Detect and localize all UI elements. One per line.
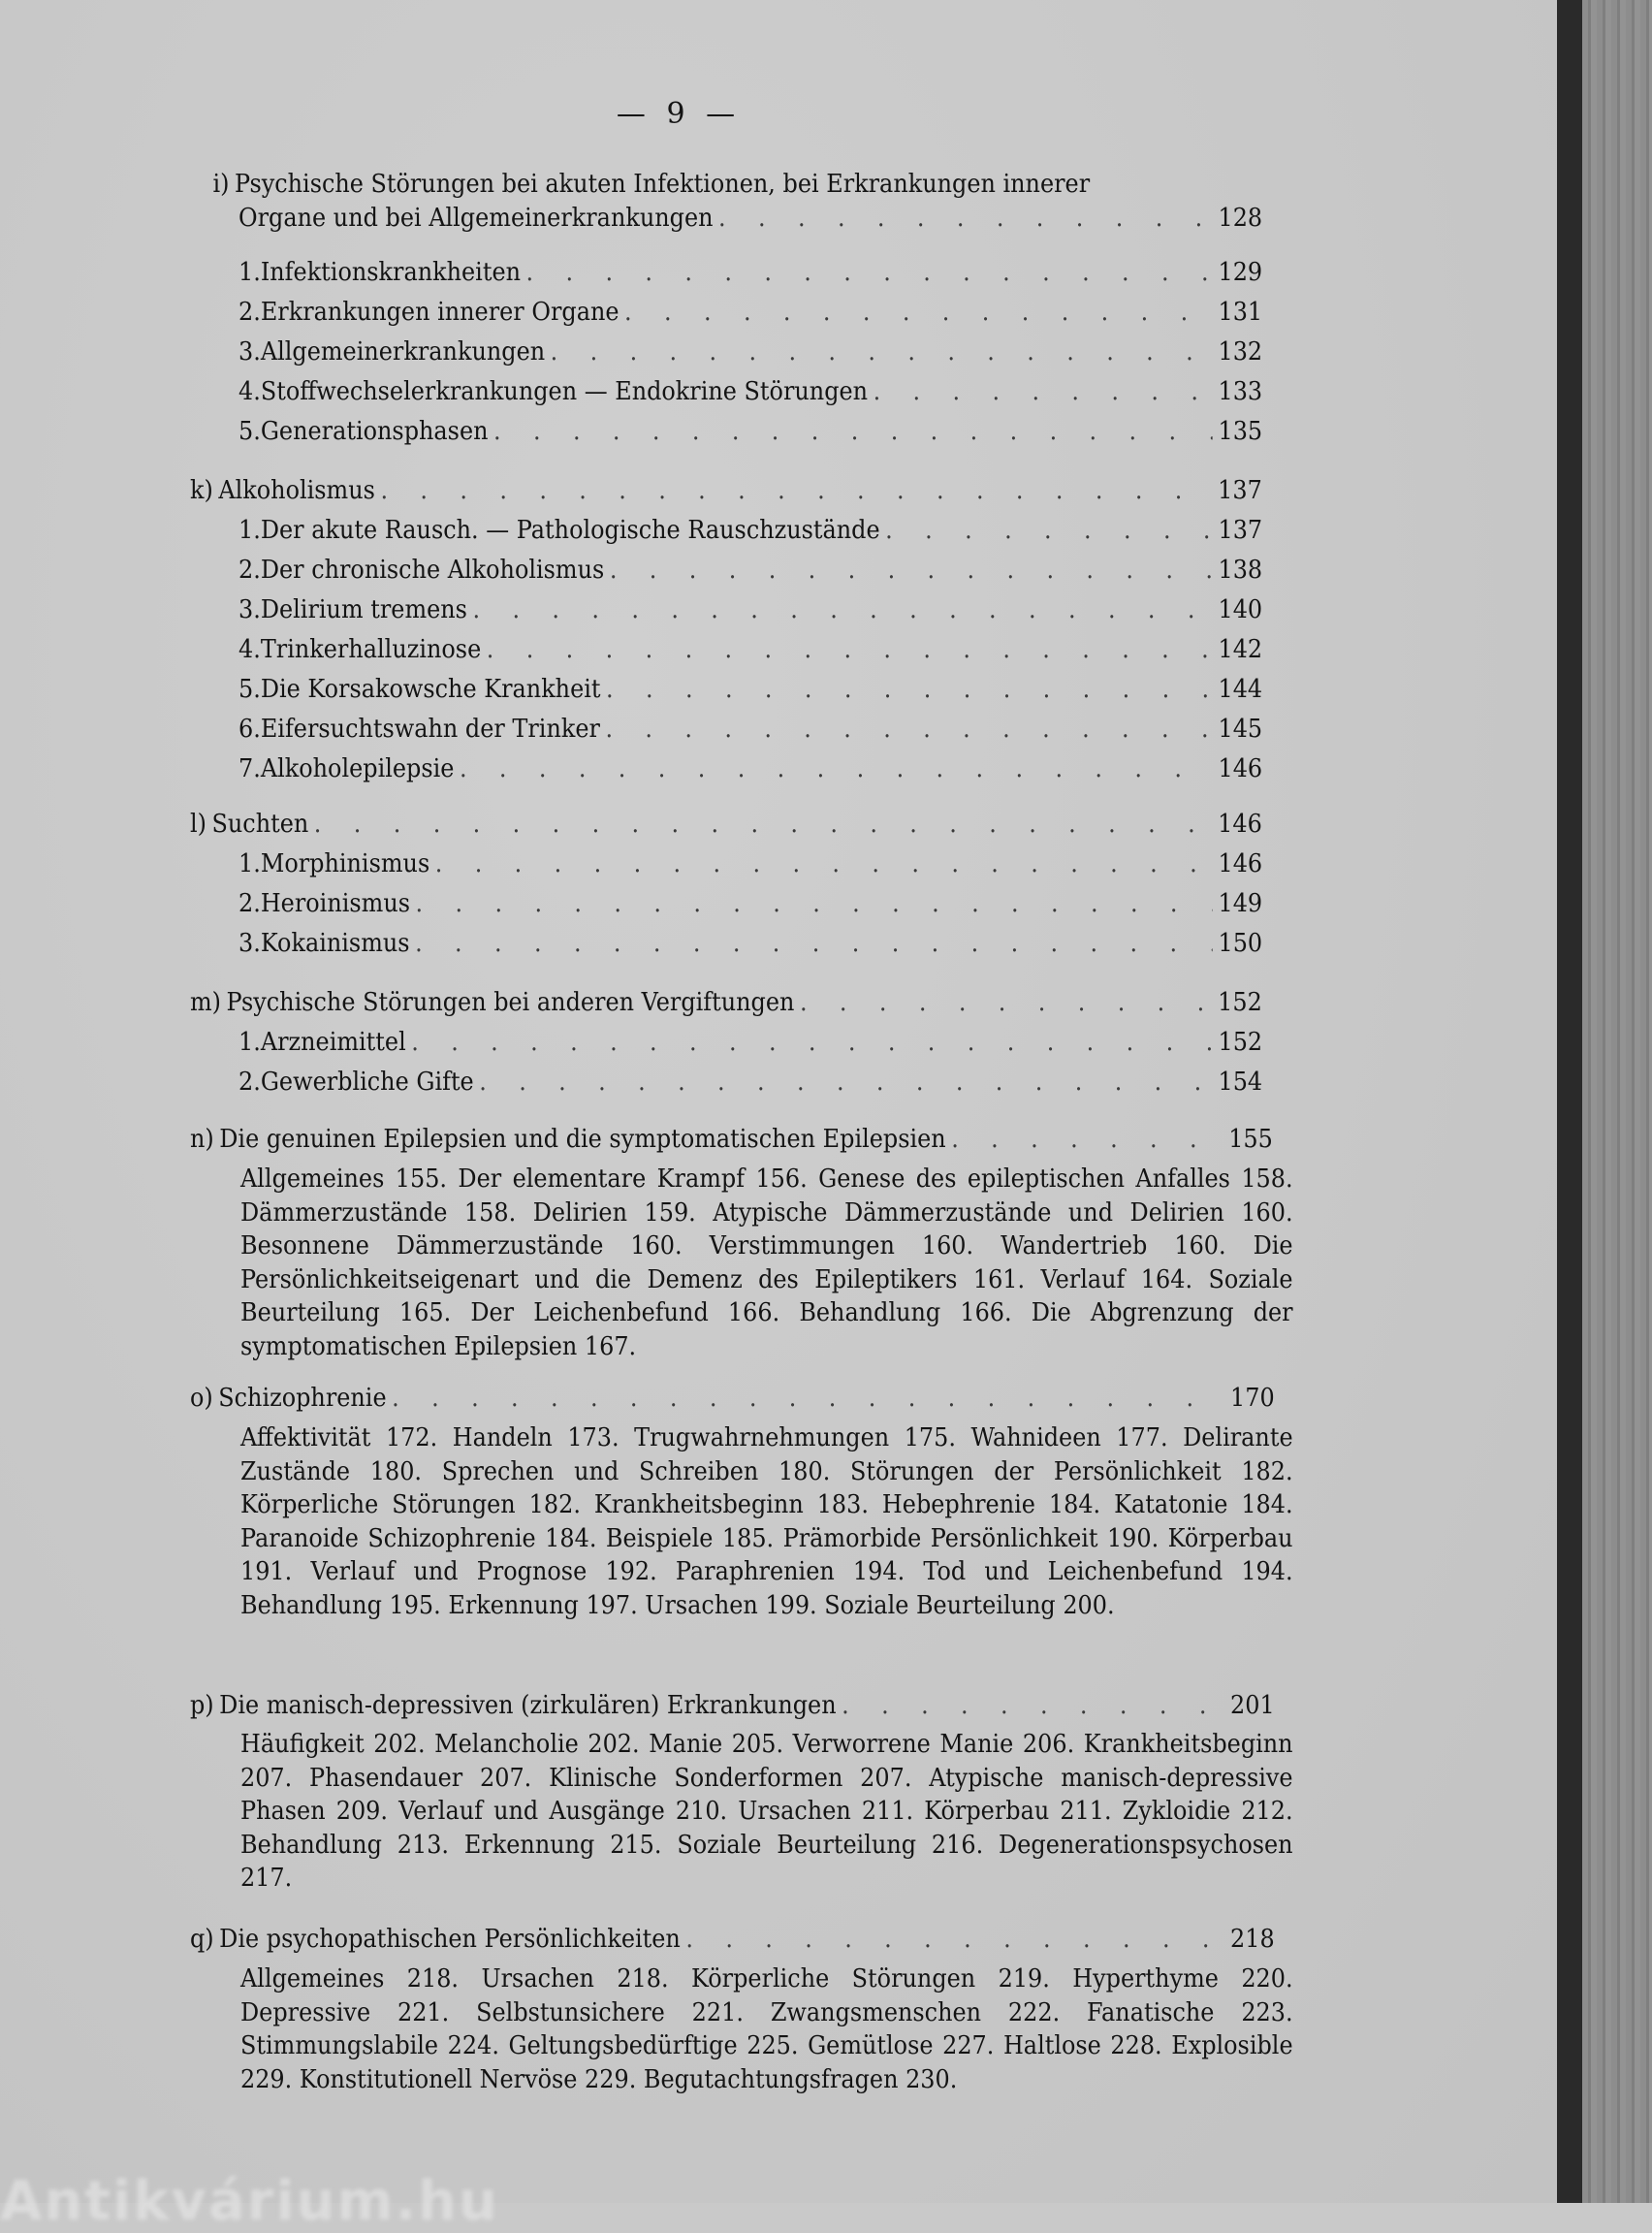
page-ref: 132 — [1218, 337, 1263, 367]
page-ref: 144 — [1218, 675, 1263, 704]
page-ref: 137 — [1218, 516, 1263, 545]
page-ref: 150 — [1218, 929, 1263, 958]
item-title: Heroinismus — [260, 889, 411, 918]
section-title: Die manisch-depressiven (zirkulären) Erkrankungen — [219, 1691, 837, 1720]
leader-dots — [624, 298, 1213, 327]
page-ref: 142 — [1218, 635, 1263, 664]
toc-item — [238, 675, 1262, 704]
toc-section-k — [190, 476, 1262, 505]
toc-item — [238, 595, 1262, 624]
toc-section-o — [190, 1384, 1275, 1413]
leader-dots — [411, 1028, 1213, 1057]
item-number: 3. — [238, 595, 261, 624]
page-ref: 149 — [1218, 889, 1263, 918]
page-ref: 146 — [1218, 849, 1263, 878]
section-title: Die genuinen Epilepsien und die symptomatischen Epilepsien — [219, 1125, 946, 1154]
leader-dots — [874, 377, 1213, 406]
page-ref: 218 — [1230, 1925, 1275, 1954]
toc-section-l — [190, 810, 1262, 839]
leader-dots — [472, 595, 1212, 624]
item-number: 2. — [238, 556, 261, 585]
leader-dots — [606, 675, 1213, 704]
page-ref: 146 — [1218, 754, 1263, 783]
page-ref: 152 — [1218, 1028, 1263, 1057]
page-number: — 9 — — [616, 97, 742, 131]
item-number: 4. — [238, 377, 261, 406]
item-number: 5. — [238, 417, 261, 446]
item-number: 3. — [238, 929, 261, 958]
leader-dots — [416, 889, 1213, 918]
leader-dots — [415, 929, 1213, 958]
page-ref: 170 — [1230, 1384, 1275, 1413]
section-letter: m) — [190, 988, 222, 1017]
page-ref: 135 — [1218, 417, 1263, 446]
section-summary: Allgemeines 218. Ursachen 218. Körperliche Störungen 219. Hyperthyme 220. Depressive 221. Selbstunsichere 221. Zwangsmenschen 222. Fanatische 223. Stimmungslabile 224. Geltungsbedürftige 225. Gemütlose 227. Haltlose 228. Explosible 229. Konstitutionell Nervöse 229. Begutachtungsfragen 230. — [240, 1964, 1293, 2094]
leader-dots — [605, 715, 1213, 744]
toc-item — [238, 337, 1262, 367]
item-title: Erkrankungen innerer Organe — [260, 298, 620, 327]
page-edge-shadow — [1557, 0, 1582, 2203]
toc-item — [238, 929, 1262, 958]
section-title: Alkoholismus — [218, 476, 375, 505]
item-title: Die Korsakowsche Krankheit — [260, 675, 601, 704]
leader-dots — [435, 849, 1213, 878]
section-summary: Affektivität 172. Handeln 173. Trugwahrnehmungen 175. Wahnideen 177. Delirante Zustände 180. Sprechen und Schreiben 180. Störungen der Persönlichkeit 182. Körperliche Störungen 182. Krankheitsbeginn 183. Hebephrenie 184. Katatonie 184. Paranoide Schizophrenie 184. Beispiele 185. Prämorbide Persönlichkeit 190. Körperbau 191. Verlauf und Prognose 192. Paraphrenien 194. Tod und Leichenbefund 194. Behandlung 195. Erkennung 197. Ursachen 199. Soziale Beurteilung 200. — [240, 1423, 1293, 1620]
item-number: 3. — [238, 337, 261, 367]
leader-dots — [718, 204, 1213, 233]
page-ref: 133 — [1218, 377, 1263, 406]
item-title: Arzneimittel — [260, 1028, 406, 1057]
toc-section-q — [190, 1925, 1275, 1954]
page-ref: 138 — [1218, 556, 1263, 585]
section-letter: o) — [190, 1384, 213, 1413]
section-summary: Häufigkeit 202. Melancholie 202. Manie 205. Verworrene Manie 206. Krankheitsbeginn 207. Phasendauer 207. Klinische Sonderformen 207. Atypische manisch-depressive Phasen 209. Verlauf und Ausgänge 210. Ursachen 211. Körperbau 211. Zykloidie 212. Behandlung 213. Erkennung 215. Soziale Beurteilung 216. Degenerationspsychosen 217. — [240, 1730, 1293, 1893]
page-ref: 131 — [1218, 298, 1263, 327]
section-title: Die psychopathischen Persönlichkeiten — [219, 1925, 681, 1954]
section-title: Schizophrenie — [218, 1384, 387, 1413]
leader-dots — [800, 988, 1213, 1017]
section-letter: k) — [190, 476, 213, 505]
section-letter: p) — [190, 1691, 214, 1720]
page-ref: 145 — [1218, 715, 1263, 744]
leader-dots — [551, 337, 1213, 367]
toc-section-i-line1 — [190, 170, 1243, 199]
section-letter: q) — [190, 1925, 214, 1954]
item-number: 2. — [238, 298, 261, 327]
item-number: 1. — [238, 1028, 261, 1057]
toc-section-m — [190, 988, 1262, 1017]
toc-item — [238, 556, 1262, 585]
section-summary: Allgemeines 155. Der elementare Krampf 156. Genese des epileptischen Anfalles 158. Dämmerzustände 158. Delirien 159. Atypische Dämmerzustände und Delirien 160. Besonnene Dämmerzustände 160. Verstimmungen 160. Wandertrieb 160. Die Persönlichkeitseigenart und die Demenz des Epileptikers 161. Verlauf 164. Soziale Beurteilung 165. Der Leichenbefund 166. Behandlung 166. Die Abgrenzung der symptomatischen Epilepsien 167. — [240, 1164, 1293, 1361]
toc-item — [238, 1068, 1262, 1097]
item-number: 1. — [238, 516, 261, 545]
page-ref: 155 — [1228, 1125, 1273, 1154]
leader-dots — [493, 417, 1213, 446]
leader-dots — [885, 516, 1213, 545]
item-title: Eifersuchtswahn der Trinker — [260, 715, 600, 744]
item-title: Morphinismus — [260, 849, 430, 878]
page-ref: 146 — [1218, 810, 1262, 839]
leader-dots — [392, 1384, 1224, 1413]
item-title: Trinkerhalluzinose — [260, 635, 482, 664]
item-number: 1. — [238, 849, 261, 878]
toc-item — [238, 417, 1262, 446]
item-title: Gewerbliche Gifte — [260, 1068, 474, 1097]
toc-item — [238, 258, 1262, 287]
toc-item — [238, 1028, 1262, 1057]
item-title: Kokainismus — [260, 929, 410, 958]
toc-section-i — [238, 204, 1262, 233]
page-ref: 152 — [1218, 988, 1262, 1017]
leader-dots — [951, 1125, 1223, 1154]
toc-item — [238, 715, 1262, 744]
item-title: Generationsphasen — [260, 417, 489, 446]
leader-dots — [842, 1691, 1224, 1720]
item-title: Infektionskrankheiten — [260, 258, 522, 287]
page-ref: 137 — [1218, 476, 1262, 505]
toc-section-p — [190, 1691, 1275, 1720]
item-title: Allgemeinerkrankungen — [260, 337, 546, 367]
leader-dots — [479, 1068, 1213, 1097]
item-number: 1. — [238, 258, 261, 287]
item-number: 2. — [238, 1068, 261, 1097]
page-ref: 128 — [1218, 204, 1263, 233]
item-number: 4. — [238, 635, 261, 664]
leader-dots — [380, 476, 1212, 505]
leader-dots — [526, 258, 1213, 287]
section-letter: i) — [212, 170, 230, 199]
toc-item — [238, 635, 1262, 664]
toc-item — [238, 754, 1262, 783]
leader-dots — [487, 635, 1213, 664]
toc-item — [238, 298, 1262, 327]
item-title: Alkoholepilepsie — [260, 754, 455, 783]
item-number: 5. — [238, 675, 261, 704]
page-ref: 154 — [1218, 1068, 1263, 1097]
toc-item — [238, 377, 1262, 406]
background-surface — [1582, 0, 1652, 2203]
leader-dots — [685, 1925, 1224, 1954]
toc-item — [238, 889, 1262, 918]
leader-dots — [460, 754, 1213, 783]
item-title: Delirium tremens — [260, 595, 467, 624]
toc-item — [238, 849, 1262, 878]
section-letter: n) — [190, 1125, 214, 1154]
item-number: 6. — [238, 715, 261, 744]
item-number: 7. — [238, 754, 261, 783]
item-title: Der chronische Alkoholismus — [260, 556, 605, 585]
item-title: Stoffwechselerkrankungen — Endokrine Störungen — [260, 377, 869, 406]
item-number: 2. — [238, 889, 261, 918]
page-ref: 201 — [1230, 1691, 1275, 1720]
page-ref: 129 — [1218, 258, 1263, 287]
section-title: Psychische Störungen bei anderen Vergiftungen — [226, 988, 795, 1017]
page-ref: 140 — [1218, 595, 1263, 624]
leader-dots — [314, 810, 1213, 839]
toc-item — [238, 516, 1262, 545]
section-title: Organe und bei Allgemeinerkrankungen — [238, 204, 714, 233]
item-title: Der akute Rausch. — Pathologische Rauschzustände — [260, 516, 880, 545]
watermark: Antikvárium.hu — [0, 2170, 499, 2233]
section-title: Psychische Störungen bei akuten Infektionen, bei Erkrankungen innerer — [235, 170, 1091, 199]
toc-section-n — [190, 1125, 1273, 1154]
leader-dots — [610, 556, 1213, 585]
section-letter: l) — [190, 810, 206, 839]
section-title: Suchten — [211, 810, 309, 839]
